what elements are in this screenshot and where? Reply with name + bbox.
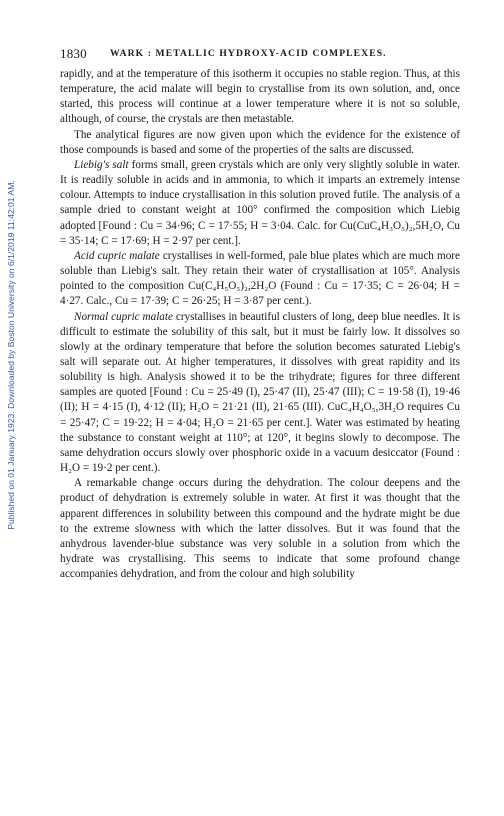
paragraph-acid-cupric-malate — [60, 249, 460, 310]
paragraph-analytical-figures: The analytical figures are now given upon which the evidence for the existence of those compounds is based and some of the properties of the salts are discussed. — [60, 128, 460, 156]
running-title: WARK : METALLIC HYDROXY-ACID COMPLEXES. — [110, 48, 387, 59]
normal-cupric-malate-text: crystallises in beautiful clusters of long, deep blue needles. It is difficult to estimate the solubility of this salt, but it must be fairly low. It dissolves so slowly at the ordinary temperature that before the solution becomes saturated Liebig's salt will separate out. At higher temperatures, it dissolves with great rapidity and its solubility is high. Analysis showed it to be the trihydrate; figures for three different samples are quoted [Found : Cu = 25·49 (I), 25·47 (II), 25·47 (III); C = 19·58 (I), 19·46 (II); H = 4·15 (I), 4·12 (II); H₂O = 21·21 (II), 21·65 (III). CuC₄H₄O₅,3H₂O requires Cu = 25·47; C = 19·22; H = 4·04; H₂O = 21·65 per cent.]. Water was estimated by heating the substance to constant weight at 110°; at 120°, it begins slowly to decompose. The same dehydration occurs slowly over phosphoric oxide in a vacuum desiccator (Found : H₂O = 19·2 per cent.). — [60, 310, 460, 475]
liebigs-salt-text: forms small, green crystals which are only very slightly soluble in water. It is readily soluble in acids and in ammonia, to which it imparts an extremely intense colour. Attempts to induce crystallisation in this solution proved futile. The analysis of a sample dried to constant weight at 100° confirmed the composition which Liebig adopted [Found : Cu = 34·96; C = 17·55; H = 3·04. Calc. for Cu(CuC₄H₃O₅)₂,5H₂O, Cu = 35·14; C = 17·69; H = 2·97 per cent.]. — [60, 158, 460, 247]
publication-note-text: Published on 01 January 1923. Downloaded by Boston University on 6/1/2019 11:42:01 AM. — [6, 180, 16, 530]
paragraph-normal-cupric-malate — [60, 310, 460, 477]
publication-side-note — [4, 70, 18, 640]
paragraph-liebigs-salt — [60, 158, 460, 249]
paragraph-isotherm: rapidly, and at the temperature of this isotherm it occupies no stable region. Thus, at this temperature, the acid malate will begin to crystallise from its own solution, and, once started, this process will continue at a lower temperature where it is not so soluble, although, of course, the crystals are then metastable. — [60, 68, 460, 126]
article-body — [60, 67, 460, 582]
acid-cupric-malate-text: crystallises in well-formed, pale blue plates which are much more soluble than Liebig's salt. They retain their water of crystallisation at 105°. Analysis pointed to the composition Cu(C₄H₅O₅)₂,2H₂O (Found : Cu = 17·35; C = 26·04; H = 4·27. Calc., Cu = 17·39; C = 26·25; H = 3·87 per cent.). — [60, 249, 460, 308]
running-header — [60, 46, 460, 62]
normal-cupric-malate-term: Normal cupric malate — [74, 310, 173, 323]
liebigs-salt-term: Liebig's salt — [74, 158, 129, 171]
acid-cupric-malate-term: Acid cupric malate — [74, 249, 160, 262]
paragraph-dehydration: A remarkable change occurs during the dehydration. The colour deepens and the product of dehydration is extremely soluble in water. At first it was thought that the apparent differences in solubility between this compound and the hydrate might be due to the extreme slowness with which the latter dissolves. But it was found that the anhydrous lavender-blue substance was very soluble in a solution from which the hydrate was crystallising. This seems to indicate that some profound change accompanies dehydration, and from the colour and high solubility — [60, 477, 460, 581]
page-number: 1830 — [60, 46, 87, 61]
